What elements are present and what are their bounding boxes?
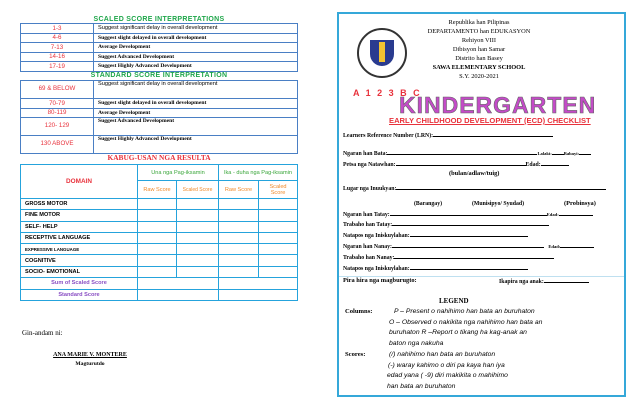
mother-school-label: Natapos nga Iniskuylahan: [343,266,410,272]
interpretation: Suggest Highly Advanced Development [94,62,298,72]
score-cell[interactable] [219,244,259,255]
domain-name: COGNITIVE [21,255,138,266]
score-range: 7-13 [21,43,94,53]
legend-line: baton nga nakuha [389,339,444,347]
dob-hint: (bulan/adlaw/tuig) [449,170,500,177]
father-field[interactable] [390,210,547,216]
legend-line: O – Observed o nakikita nga nahihimo han bata an [389,318,543,326]
score-cell[interactable] [138,278,219,290]
scaled-title: SCALED SCORE INTERPRETATIONS [93,16,225,23]
dob-field[interactable] [396,160,526,166]
header-line: Rehiyon VIII [461,37,497,44]
legend-line: (/) nahihimo han bata an buruhaton [389,351,496,358]
lrn-field[interactable] [433,131,553,137]
score-cell[interactable] [138,199,177,210]
interpretation-row [21,99,298,109]
father-job-label: Trabaho han Tatay: [343,222,393,228]
interpretation: Suggest Advanced Development [94,52,298,62]
domain-row [21,221,298,232]
domain-name: FINE MOTOR [21,210,138,221]
domain-row [21,244,298,255]
header-line: Republika han Pilipinas [448,19,510,26]
interpretation: Suggest Advanced Development [94,118,298,136]
father-school-label: Natapos nga Iniskuylahan: [343,233,410,239]
legend-title: LEGEND [439,297,469,305]
birthplace-label: Lugar nga Inuukyan: [343,186,397,192]
mother-school-field[interactable] [410,264,528,270]
results-title: KABUG-USAN NGA RESULTA [107,153,211,162]
father-school-field[interactable] [410,231,528,237]
header-line: DEPARTAMENTO han EDUKASYON [427,28,531,35]
score-cell[interactable] [259,244,298,255]
scaled-score-header: Scaled Score [259,181,298,199]
male-label: Lalaki: [537,151,552,156]
domain-header: DOMAIN [21,165,138,199]
columns-label: Columns: [345,308,373,315]
score-cell[interactable] [138,244,177,255]
birthplace-field[interactable] [396,184,606,190]
interpretation-row [21,81,298,99]
raw-score-header: Raw Score [138,181,177,199]
interpretation-row [21,43,298,53]
school-name: SAWA ELEMENTARY SCHOOL [432,64,526,71]
legend-line: buruhaton R –Report o tikang ha kag-anak an [389,329,527,336]
standard-label: Standard Score [21,289,138,301]
interpretation: Suggest slight delayed in overall development [94,33,298,43]
score-cell[interactable] [138,221,177,232]
score-cell[interactable] [259,199,298,210]
score-cell[interactable] [219,199,259,210]
barangay-hint: (Barangay) [414,201,443,207]
domain-row [21,232,298,243]
legend-line: P – Present o nahihimo han bata an buruhaton [394,308,535,315]
score-cell[interactable] [219,232,259,243]
score-cell[interactable] [177,232,219,243]
kindergarten-banner: KINDERGARTEN [399,92,597,118]
domain-name: GROSS MOTOR [21,199,138,210]
interpretation-row [21,108,298,118]
score-cell[interactable] [138,210,177,221]
score-cell[interactable] [259,255,298,266]
female-label: Babayi: [563,151,580,156]
domain-row [21,255,298,266]
score-range: 14-16 [21,52,94,62]
score-cell[interactable] [219,278,298,290]
child-name-field[interactable] [387,149,537,155]
score-range: 69 & BELOW [21,81,94,99]
score-range: 1-3 [21,24,94,34]
interpretation: Suggest slight delayed in overall development [94,99,298,109]
score-cell[interactable] [259,232,298,243]
header-line: Dibisyon han Samar [452,46,506,53]
province-hint: (Probinsya) [564,200,596,207]
interpretation: Suggest significant delay in overall development [94,81,298,99]
domain-name: RECEPTIVE LANGUAGE [21,232,138,243]
mother-age-label: Edad: [548,244,561,249]
father-job-field[interactable] [392,220,549,226]
interpretation-row [21,136,298,154]
score-cell[interactable] [138,255,177,266]
score-cell[interactable] [259,266,298,277]
interpretation-row [21,52,298,62]
score-cell[interactable] [219,221,259,232]
teacher-role: Magturutdo [75,361,105,367]
male-field[interactable] [552,149,564,155]
domain-name: SELF- HELP [21,221,138,232]
scaled-score-header: Scaled Score [177,181,219,199]
father-age-label: Edad: [546,212,559,217]
score-cell[interactable] [177,210,219,221]
score-cell[interactable] [219,255,259,266]
standard-title: STANDARD SCORE INTERPRETATION [90,72,228,79]
interpretation: Average Development [94,108,298,118]
domain-row [21,210,298,221]
banner-subtitle: EARLY CHILDHOOD DEVELOPMENT (ECD) CHECKLIST [389,116,591,125]
birth-order-field[interactable] [544,277,589,283]
female-field[interactable] [579,149,591,155]
score-cell[interactable] [177,199,219,210]
interpretation: Average Development [94,43,298,53]
prepared-label: Gin-andam ni: [22,329,63,337]
score-range: 4-6 [21,33,94,43]
standard-row [21,289,298,301]
raw-score-header: Raw Score [219,181,259,199]
scaled-table [20,23,298,72]
teacher-name: ANA MARIE V. MONTERE [53,352,127,358]
child-name-label: Ngaran han Bata: [343,151,388,157]
score-cell[interactable] [219,266,259,277]
first-exam-header: Una nga Pag-iksamin [138,165,219,181]
score-range: 120- 129 [21,118,94,136]
domain-name: EXPRESSIVE LANGUAGE [21,244,138,255]
age-field[interactable] [541,160,569,166]
score-range: 70-79 [21,99,94,109]
legend-line: (-) waray kahimo o diri pa kaya han iya [388,361,505,369]
scores-label: Scores: [345,351,366,358]
interpretation: Suggest Highly Advanced Development [94,136,298,154]
domain-row [21,266,298,277]
results-table [20,164,298,301]
interpretation: Suggest significant delay in overall development [94,24,298,34]
legend-line: han bata an buruhaton [387,382,456,390]
interpretation-row [21,33,298,43]
mother-field[interactable] [392,242,544,248]
lrn-label: Learners Reference Number (LRN): [343,133,434,139]
interpretation-row [21,24,298,34]
score-cell[interactable] [177,221,219,232]
second-exam-header: Ika - duha nga Pag-iksamin [219,165,298,181]
ecd-checklist-card [337,12,626,397]
dob-label: Petsa nga Natawhan: [343,162,396,168]
score-cell[interactable] [177,266,219,277]
score-cell[interactable] [177,255,219,266]
score-range: 80-119 [21,108,94,118]
abc-decoration: A 1 2 3 B C [353,88,422,98]
interpretation-row [21,118,298,136]
score-cell[interactable] [259,210,298,221]
mother-job-label: Trabaho han Nanay: [343,255,395,261]
score-cell[interactable] [138,289,219,301]
score-range: 17-19 [21,62,94,72]
score-range: 130 ABOVE [21,136,94,154]
father-label: Ngaran han Tatay: [343,212,390,218]
mother-job-field[interactable] [394,253,554,259]
legend-line: edad yana ( -9) diri makikita o mahihimo [387,372,508,379]
sum-row [21,278,298,290]
score-cell[interactable] [138,232,177,243]
score-cell[interactable] [177,244,219,255]
interpretation-row [21,62,298,72]
siblings-label: Pira hira nga magburugto: [343,277,417,284]
header-line: Distrito han Basey [455,55,503,62]
score-cell[interactable] [219,210,259,221]
score-cell[interactable] [138,266,177,277]
age-label: Edad: [525,162,541,168]
domain-name: SOCIO- EMOTIONAL [21,266,138,277]
school-year: S.Y. 2020-2021 [459,73,499,80]
standard-table [20,80,298,154]
domain-row [21,199,298,210]
father-age-field[interactable] [559,210,593,216]
mother-label: Ngaran han Nanay: [343,244,392,250]
mother-age-field[interactable] [560,242,594,248]
birth-order-label: Ikapira nga anak: [499,279,544,285]
sum-label: Sum of Scaled Score [21,278,138,290]
municipality-hint: (Munisipyo/ Syudad) [472,201,525,207]
score-cell[interactable] [259,221,298,232]
score-cell[interactable] [219,289,298,301]
